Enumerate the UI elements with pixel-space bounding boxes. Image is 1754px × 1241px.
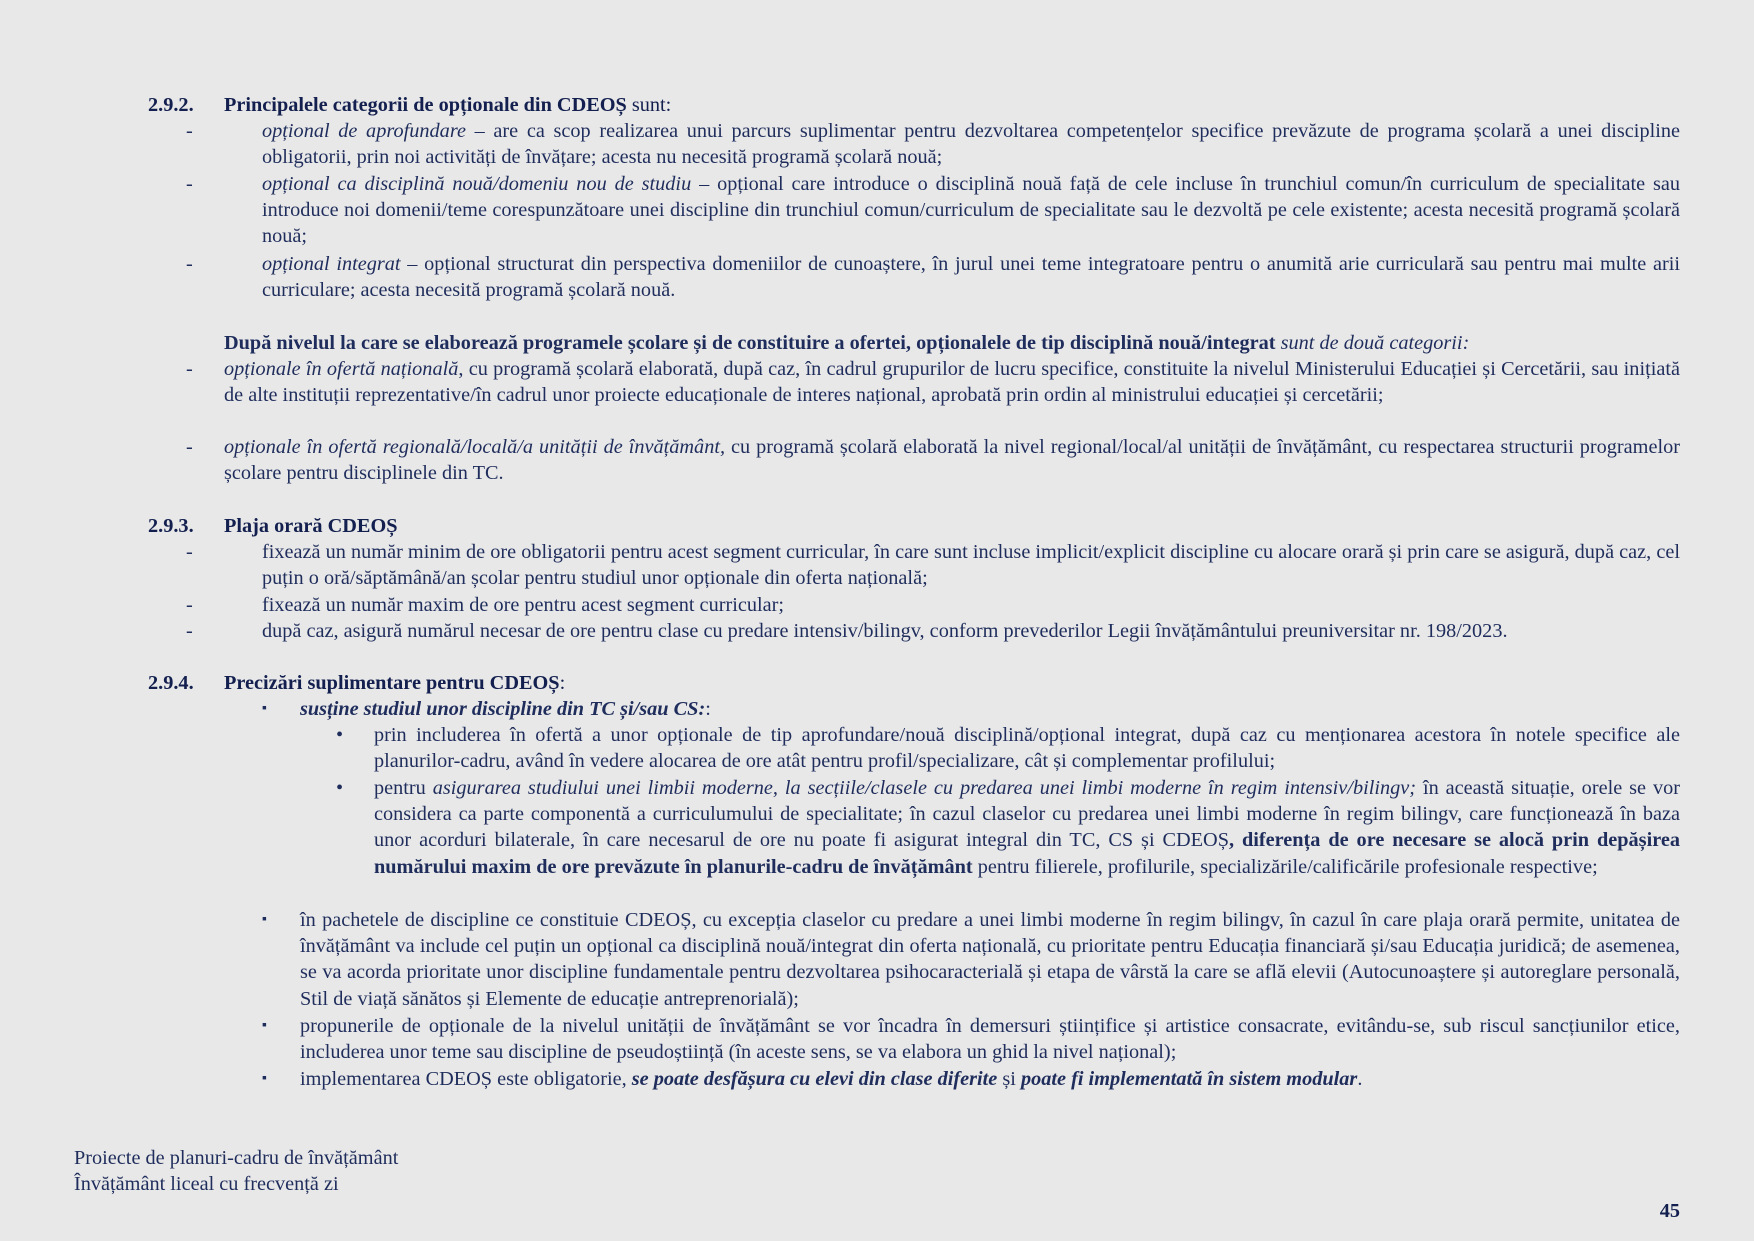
list-item-text: [300, 696, 1680, 722]
dash-marker: -: [186, 173, 193, 195]
list-item-text: [224, 356, 1680, 408]
bold-italic-text: susține studiul unor discipline din TC și/sau CS:: [300, 698, 706, 720]
bold-text: După nivelul la care se elaborează programele școlare și de constituire a ofertei, opționalele de tip disciplină nouă/integrat: [224, 332, 1276, 354]
item-text: – opțional care introduce o disciplină nouă față de cele incluse în trunchiul comun/în curriculum de specialitate sau introduce noi domenii/teme corespunzătoare unei discipline din trunchiul comun/curriculum de specialitate sau le dezvoltă pe cele existente; acesta necesită programă școlară nouă;: [262, 173, 1681, 248]
italic-term: opționale în ofertă regională/locală/a unității de învățământ,: [224, 436, 726, 458]
item-text: – are ca scop realizarea unui parcurs suplimentar pentru dezvoltarea competențelor specifice prevăzute de programa școlară a unei discipline obligatorii, prin noi activități de învățare; acesta nu necesită programă școlară nouă;: [262, 120, 1680, 169]
list-item-text: [374, 775, 1680, 880]
list-item: [262, 1066, 1680, 1092]
section-title: [224, 92, 671, 118]
italic-term: opțional integrat: [262, 253, 401, 275]
list-item: [186, 539, 1680, 591]
section-title-text: Principalele categorii de opționale din CDEOȘ: [224, 94, 627, 116]
item-text: :: [705, 698, 711, 720]
section-title: Plaja orară CDEOȘ: [224, 515, 398, 537]
list-item-text: fixează un număr maxim de ore pentru acest segment curricular;: [262, 594, 785, 616]
list-item-text: propunerile de opționale de la nivelul unității de învățământ se vor încadra în demersuri științifice și artistice consacrate, evitându-se, sub riscul sancțiunilor etice, includerea unor teme sau discipline de pseudoștiință (în aceste sens, se va elabora un ghid la nivel național);: [300, 1015, 1680, 1064]
round-bullet: •: [336, 777, 344, 799]
footer-line-1: Proiecte de planuri-cadru de învățământ: [74, 1147, 399, 1169]
item-text: cu programă școlară elaborată la nivel regional/local/al unității de învățământ, cu respectarea structurii programelor școlare pentru disciplinele din TC.: [224, 436, 1680, 485]
list-item-text: [262, 251, 1680, 303]
round-bullet: •: [336, 724, 344, 746]
item-text: pentru: [374, 777, 433, 799]
list-item-text: după caz, asigură numărul necesar de ore pentru clase cu predare intensiv/bilingv, conform prevederilor Legii învățământului preuniversitar nr. 198/2023.: [262, 620, 1508, 642]
square-bullet: ▪: [262, 1018, 267, 1033]
list-item: [262, 1013, 1680, 1065]
dash-marker: -: [186, 594, 193, 616]
section-number: 2.9.3.: [148, 515, 194, 537]
section-title: [224, 670, 565, 696]
bold-italic-text: se poate desfășura cu elevi din clase diferite: [631, 1068, 998, 1090]
item-text: implementarea CDEOȘ este obligatorie,: [300, 1068, 632, 1090]
section-title-tail: sunt:: [626, 94, 672, 116]
dash-marker: -: [186, 541, 193, 563]
list-item: [186, 434, 1680, 486]
list-item: [336, 722, 1680, 774]
item-text: în această situație, orele se vor considera ca parte componentă a curriculumului de specialitate; în cazul claselor cu predarea unei limbi moderne în regim bilingv, care funcționează în baza unor acorduri bilaterale, în care necesarul de ore nu poate fi asigurat integral din TC, CS și CDEOȘ: [374, 777, 1680, 852]
list-item-text: [300, 1066, 1680, 1092]
footer-line-2: Învățământ liceal cu frecvență zi: [74, 1173, 339, 1195]
list-item: [186, 356, 1680, 408]
italic-term: opțional de aprofundare: [262, 120, 466, 142]
dash-marker: -: [186, 253, 193, 275]
list-item-text: [262, 171, 1680, 250]
bold-text: , diferența de ore necesare se alocă prin depășirea numărului maxim de ore prevăzute în planurile-cadru de învățământ: [374, 829, 1680, 878]
list-item: [186, 618, 1680, 644]
categories-paragraph: [224, 330, 1680, 356]
italic-term: opționale în ofertă națională: [224, 358, 459, 380]
list-item-text: prin includerea în ofertă a unor opționale de tip aprofundare/nouă disciplină/opțional integrat, după caz cu menționarea acestora în notele specifice ale planurilor-cadru, având în vedere alocarea de ore atât pentru profil/specializare, cât și complementar profilului;: [374, 724, 1680, 773]
italic-text: sunt de două categorii:: [1275, 332, 1470, 354]
section-title-text: Precizări suplimentare pentru CDEOȘ: [224, 672, 560, 694]
italic-term: opțional ca disciplină nouă/domeniu nou de studiu: [262, 173, 692, 195]
list-item: [336, 775, 1680, 880]
item-text: și: [997, 1068, 1021, 1090]
square-bullet: ▪: [262, 701, 267, 716]
item-text: pentru filierele, profilurile, specializările/calificările profesionale respective;: [972, 855, 1598, 878]
list-item-text: în pachetele de discipline ce constituie CDEOȘ, cu excepția claselor cu predare a unei limbi moderne în regim bilingv, în cazul în care plaja orară permite, unitatea de învățământ va include cel puțin un opțional ca disciplină nouă/integrat din oferta națională, cu prioritate pentru Educația financiară și/sau Educația juridică; de asemenea, se va acorda prioritate unor discipline fundamentale pentru dezvoltarea psihocaracterială și etapa de vârstă la care se află elevii (Autocunoaștere și autoreglare personală, Stil de viață sănătos și Elemente de educație antreprenorială);: [300, 909, 1680, 1010]
list-item-text: [224, 434, 1680, 486]
list-item: [186, 118, 1680, 170]
square-bullet: ▪: [262, 912, 267, 927]
item-text: , cu programă școlară elaborată, după caz, în cadrul grupurilor de lucru specifice, constituite la nivelul Ministerului Educației și Cercetării, sau inițiată de alte instituții reprezentative/în cadrul unor proiecte educaționale de interes național, aprobată prin ordin al ministrului educației și cercetării;: [224, 358, 1680, 407]
item-text: – opțional structurat din perspectiva domeniilor de cunoaștere, în jurul unei teme integratoare pentru o anumită arie curriculară sau pentru mai multe arii curriculare; acesta necesită programă școlară nouă.: [262, 253, 1680, 302]
list-item: [262, 696, 1680, 722]
dash-marker: -: [186, 120, 193, 142]
list-item-text: [262, 118, 1680, 170]
list-item: [262, 907, 1680, 1012]
section-title-tail: :: [559, 672, 566, 694]
item-text: .: [1357, 1068, 1363, 1090]
page-number: 45: [1659, 1200, 1680, 1222]
section-number: 2.9.2.: [148, 94, 194, 116]
section-number: 2.9.4.: [148, 672, 194, 694]
dash-marker: -: [186, 358, 193, 380]
list-item: [186, 592, 1680, 618]
page-footer: [74, 1145, 398, 1197]
italic-text: asigurarea studiului unei limbii moderne, la secțiile/clasele cu predarea unei limbi moderne în regim intensiv/bilingv;: [432, 777, 1417, 799]
list-item: [186, 251, 1680, 303]
dash-marker: -: [186, 436, 193, 458]
bold-italic-text: poate fi implementată în sistem modular: [1020, 1068, 1358, 1090]
dash-marker: -: [186, 620, 193, 642]
list-item-text: fixează un număr minim de ore obligatorii pentru acest segment curricular, în care sunt incluse implicit/explicit discipline cu alocare orară și prin care se asigură, după caz, cel puțin o oră/săptămână/an școlar pentru studiul unor opționale din oferta națională;: [262, 541, 1680, 590]
list-item: [186, 171, 1680, 250]
square-bullet: ▪: [262, 1071, 267, 1086]
